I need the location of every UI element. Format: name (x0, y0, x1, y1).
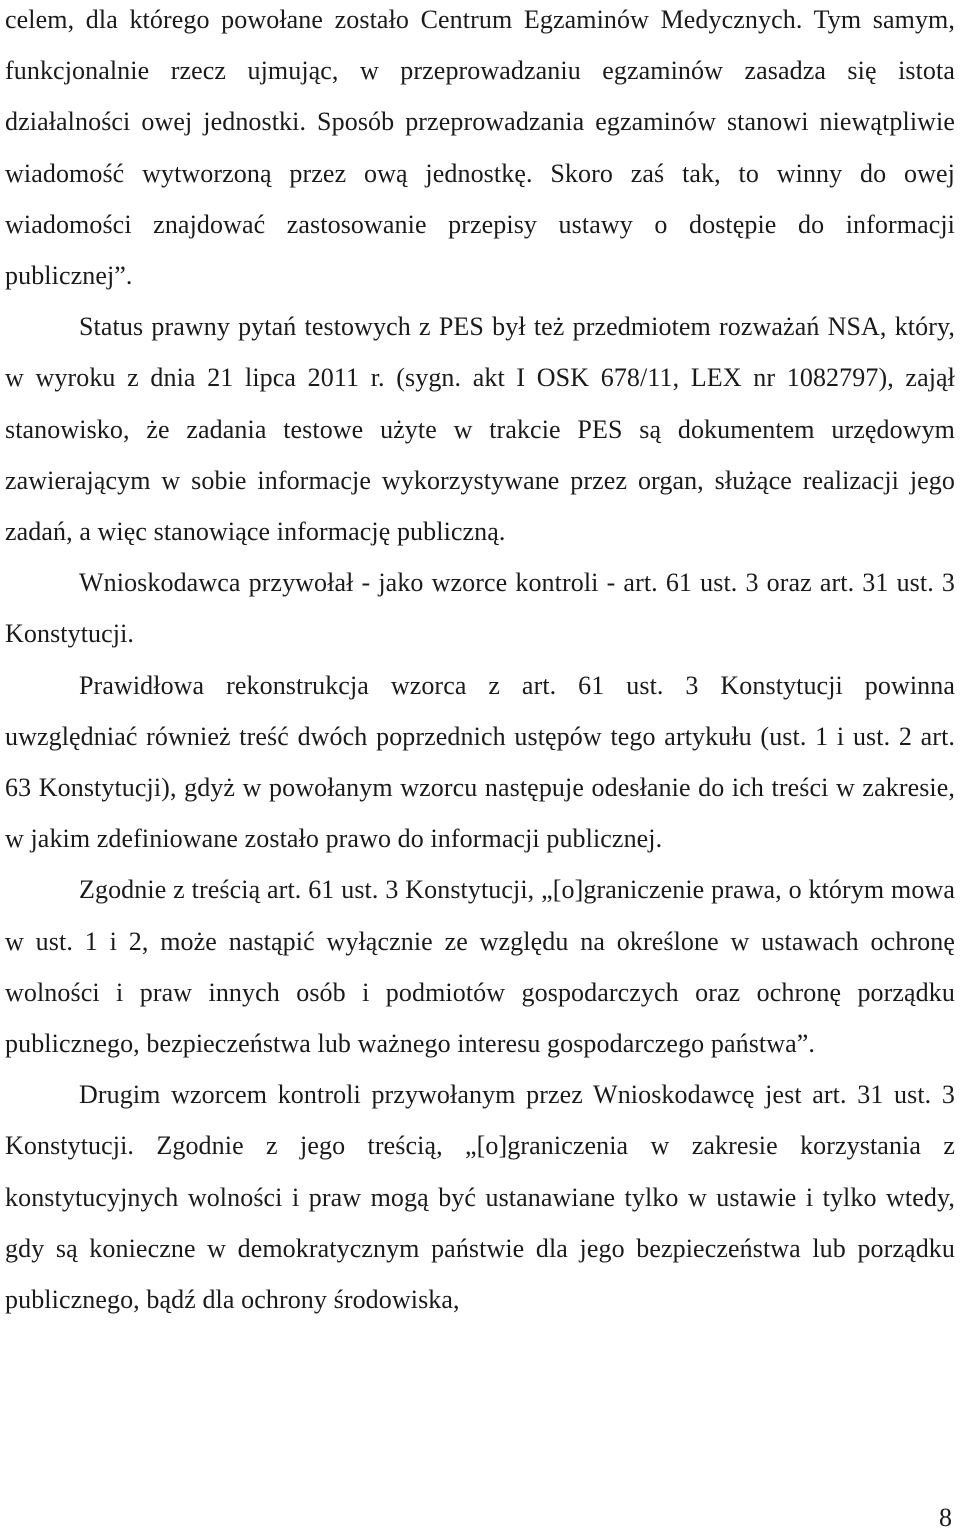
paragraph-4: Prawidłowa rekonstrukcja wzorca z art. 61 ust. 3 Konstytucji powinna uwzględniać również treść dwóch poprzednich ustępów tego artykułu (ust. 1 i ust. 2 art. 63 Konstytucji), gdyż w powołanym wzorcu następuje odesłanie do ich treści w zakresie, w jakim zdefiniowane zostało prawo do informacji publicznej. (5, 670, 955, 854)
page-number: 8 (939, 1503, 952, 1532)
paragraph-5: Zgodnie z treścią art. 61 ust. 3 Konstytucji, „[o]graniczenie prawa, o którym mowa w ust. 1 i 2, może nastąpić wyłącznie ze względu na określone w ustawach ochronę wolności i praw innych osób i podmiotów gospodarczych oraz ochronę porządku publicznego, bezpieczeństwa lub ważnego interesu gospodarczego państwa”. (5, 875, 955, 1059)
paragraph-3: Wnioskodawca przywołał - jako wzorce kontroli - art. 61 ust. 3 oraz art. 31 ust. 3 Konstytucji. (5, 568, 955, 649)
paragraph-1: celem, dla którego powołane zostało Centrum Egzaminów Medycznych. Tym samym, funkcjonalnie rzecz ujmując, w przeprowadzaniu egzaminów zasadza się istota działalności owej jednostki. Sposób przeprowadzania egzaminów stanowi niewątpliwie wiadomość wytworzoną przez ową jednostkę. Skoro zaś tak, to winny do owej wiadomości znajdować zastosowanie przepisy ustawy o dostępie do informacji publicznej”. (5, 5, 955, 291)
body-text (5, 0, 955, 1325)
paragraph-2: Status prawny pytań testowych z PES był też przedmiotem rozważań NSA, który, w wyroku z dnia 21 lipca 2011 r. (sygn. akt I OSK 678/11, LEX nr 1082797), zajął stanowisko, że zadania testowe użyte w trakcie PES są dokumentem urzędowym zawierającym w sobie informacje wykorzystywane przez organ, służące realizacji jego zadań, a więc stanowiące informację publiczną. (5, 312, 955, 547)
paragraph-6: Drugim wzorcem kontroli przywołanym przez Wnioskodawcę jest art. 31 ust. 3 Konstytucji. Zgodnie z jego treścią, „[o]graniczenia w zakresie korzystania z konstytucyjnych wolności i praw mogą być ustanawiane tylko w ustawie i tylko wtedy, gdy są konieczne w demokratycznym państwie dla jego bezpieczeństwa lub porządku publicznego, bądź dla ochrony środowiska, (5, 1080, 955, 1315)
